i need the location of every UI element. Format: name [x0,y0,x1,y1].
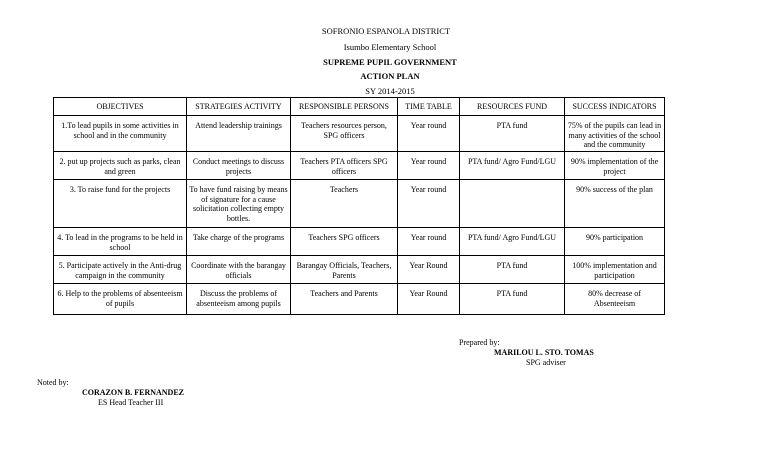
fund-cell: PTA fund/ Agro Fund/LGU [460,228,565,256]
table-row [54,116,665,152]
column-header: STRATEGIES ACTIVITY [187,98,291,116]
timetable-cell: Year round [398,152,460,180]
table-row [54,180,665,228]
fund-cell: PTA fund [460,256,565,284]
district-name: SOFRONIO ESPANOLA DISTRICT [321,26,451,36]
timetable-cell: Year Round [398,256,460,284]
column-header: SUCCESS INDICATORS [565,98,665,116]
noted-by-title: ES Head Teacher III [98,398,164,407]
timetable-cell: Year round [398,180,460,228]
indicator-cell: 90% success of the plan [565,180,665,228]
objective-cell: 4. To lead in the programs to be held in school [54,228,187,256]
indicator-cell: 75% of the pupils can lead in many activities of the school and the community [565,116,665,152]
prepared-by-name: MARILOU L. STO. TOMAS [494,348,594,357]
strategy-cell: Attend leadership trainings [187,116,291,152]
fund-cell: PTA fund [460,284,565,315]
indicator-cell: 80% decrease of Absenteeism [565,284,665,315]
persons-cell: Teachers SPG officers [291,228,398,256]
noted-by-name: CORAZON B. FERNANDEZ [82,388,185,397]
noted-by-label: Noted by: [37,378,69,387]
timetable-cell: Year round [398,116,460,152]
strategy-cell: To have fund raising by means of signature for a cause solicitation collecting empty bottles. [187,180,291,228]
table-row [54,228,665,256]
organization-name: SUPREME PUPIL GOVERNMENT [323,57,457,67]
column-header: RESOURCES FUND [460,98,565,116]
fund-cell: PTA fund/ Agro Fund/LGU [460,152,565,180]
objective-cell: 5. Participate actively in the Anti-drug campaign in the community [54,256,187,284]
indicator-cell: 90% participation [565,228,665,256]
indicator-cell: 100% implementation and participation [565,256,665,284]
table-row [54,284,665,315]
prepared-by-label: Prepared by: [459,338,500,347]
table-header-row [54,98,665,116]
persons-cell: Teachers [291,180,398,228]
table-row [54,256,665,284]
action-plan-table [53,97,665,315]
strategy-cell: Conduct meetings to discuss projects [187,152,291,180]
fund-cell: PTA fund [460,116,565,152]
column-header: RESPONSIBLE PERSONS [291,98,398,116]
persons-cell: Teachers PTA officers SPG officers [291,152,398,180]
objective-cell: 6. Help to the problems of absenteeism of pupils [54,284,187,315]
fund-cell [460,180,565,228]
objective-cell: 3. To raise fund for the projects [54,180,187,228]
objective-cell: 2. put up projects such as parks, clean and green [54,152,187,180]
strategy-cell: Coordinate with the barangay officials [187,256,291,284]
timetable-cell: Year Round [398,284,460,315]
strategy-cell: Take charge of the programs [187,228,291,256]
indicator-cell: 90% implementation of the project [565,152,665,180]
persons-cell: Teachers resources person, SPG officers [291,116,398,152]
timetable-cell: Year round [398,228,460,256]
persons-cell: Barangay Officials, Teachers, Parents [291,256,398,284]
school-year: SY 2014-2015 [365,86,415,96]
school-name: Isumbo Elementary School [343,42,437,52]
persons-cell: Teachers and Parents [291,284,398,315]
strategy-cell: Discuss the problems of absenteeism among pupils [187,284,291,315]
column-header: OBJECTIVES [54,98,187,116]
objective-cell: 1.To lead pupils in some activities in school and in the community [54,116,187,152]
column-header: TIME TABLE [398,98,460,116]
document-title: ACTION PLAN [360,71,420,81]
table-row [54,152,665,180]
prepared-by-title: SPG adviser [526,358,566,367]
